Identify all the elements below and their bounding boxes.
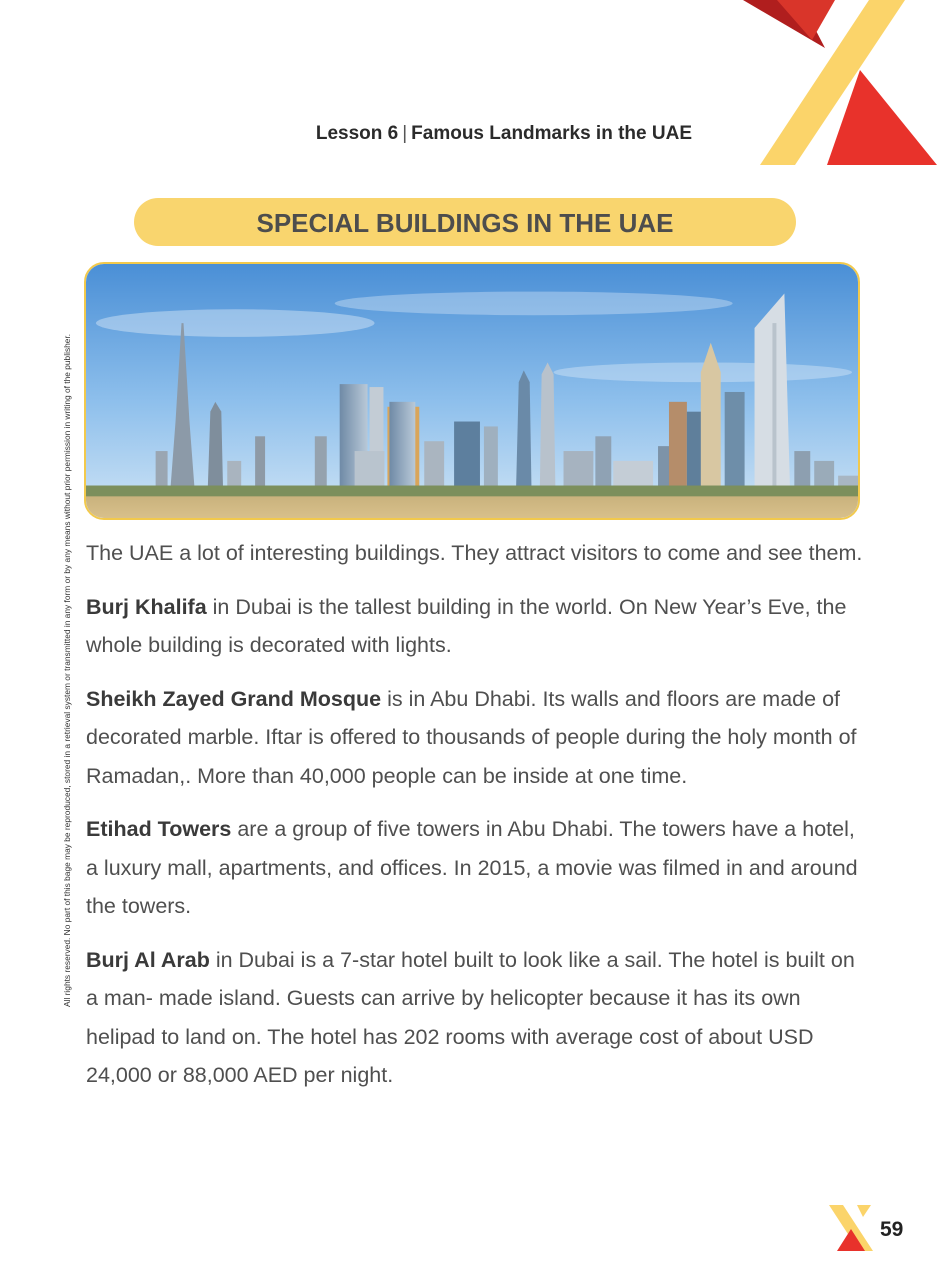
paragraph-intro <box>86 534 866 573</box>
paragraph-text: are a group of five towers in Abu Dhabi. The towers have a hotel, a luxury mall, apartments, and offices. In 2015, a movie was filmed in and around the towers. <box>86 817 858 918</box>
paragraph-text: in Dubai is the tallest building in the world. On New Year’s Eve, the whole building is decorated with lights. <box>86 594 847 657</box>
copyright-side-note: All rights reserved. No part of this bage may be reproduced, stored in a retrieval system or transmitted in any form or by any means without prior permission in writing of the publisher. <box>62 333 72 1007</box>
landmark-name: Burj Al Arab <box>86 947 210 972</box>
paragraph-text: in Dubai is a 7-star hotel built to look like a sail. The hotel is built on a man- made island. Guests can arrive by helicopter because it has its own helipad to land on. The hotel has 202 rooms with average cost of about USD 24,000 or 88,000 AED per night. <box>86 947 855 1087</box>
page-number: 59 <box>880 1218 904 1241</box>
lesson-header <box>316 123 692 145</box>
section-banner <box>134 198 796 246</box>
lesson-number: Lesson 6 <box>315 123 399 144</box>
header-separator: | <box>402 123 408 144</box>
paragraph-burj-al-arab <box>86 941 866 1095</box>
body-text <box>86 534 866 1110</box>
paragraph-intro-text: The UAE a lot of interesting buildings. They attract visitors to come and see them. <box>86 541 863 565</box>
paragraph-text: is in Abu Dhabi. Its walls and floors are made of decorated marble. Iftar is offered to thousands of people during the holy month of Ramadan,. More than 40,000 people can be inside at one time. <box>86 686 857 788</box>
publisher-logo-icon <box>829 1205 873 1251</box>
landmark-name: Sheikh Zayed Grand Mosque <box>86 686 382 711</box>
paragraph-etihad-towers <box>86 810 866 926</box>
skyline-photo <box>84 262 860 520</box>
paragraph-burj-khalifa <box>86 588 866 665</box>
paragraph-sheikh-zayed-mosque <box>86 680 866 796</box>
corner-decoration <box>705 0 945 170</box>
skyline-illustration <box>86 264 858 518</box>
landmark-name: Etihad Towers <box>86 817 232 841</box>
section-title: SPECIAL BUILDINGS IN THE UAE <box>256 208 674 238</box>
lesson-topic: Famous Landmarks in the UAE <box>411 123 692 144</box>
landmark-name: Burj Khalifa <box>86 594 207 619</box>
